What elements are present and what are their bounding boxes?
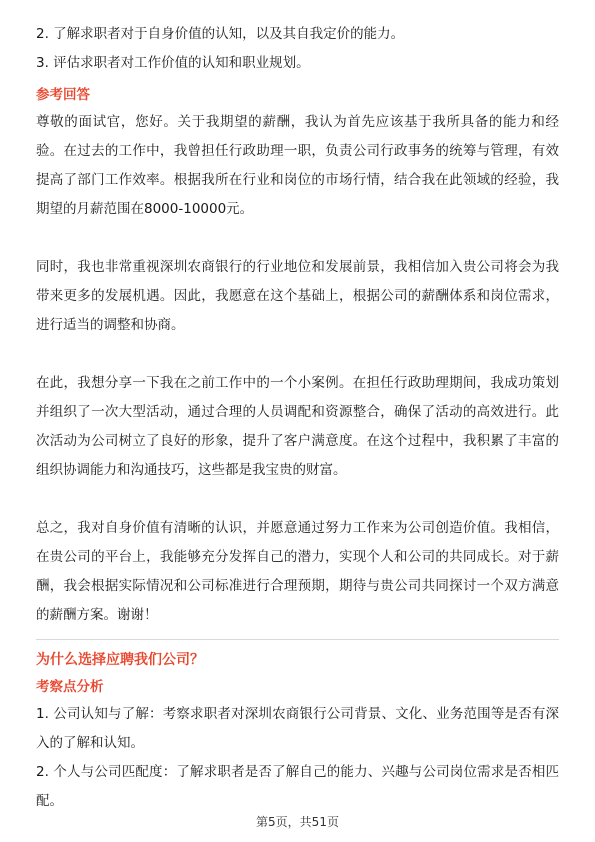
paragraph-gap [36, 340, 559, 369]
section-divider [36, 639, 559, 640]
paragraph-gap [36, 485, 559, 514]
answer-paragraph: 同时，我也非常重视深圳农商银行的行业地位和发展前景，我相信加入贵公司将会为我带来更多的发展机遇。因此，我愿意在这个基础上，根据公司的薪酬体系和岗位需求，进行适当的调整和协商。 [36, 259, 559, 333]
list-item: 2. 个人与公司匹配度：了解求职者是否了解自己的能力、兴趣与公司岗位需求是否相匹配。 [36, 764, 559, 809]
list-item: 3. 评估求职者对工作价值的认知和职业规划。 [36, 55, 310, 71]
analysis-heading: 考察点分析 [36, 679, 104, 695]
answer-heading: 参考回答 [36, 87, 90, 103]
list-item: 1. 公司认知与了解：考察求职者对深圳农商银行公司背景、文化、业务范围等是否有深入的了解和认知。 [36, 706, 559, 751]
page-number: 第5页，共51页 [256, 815, 339, 829]
document-page [36, 20, 559, 816]
answer-paragraph: 尊敬的面试官，您好。关于我期望的薪酬，我认为首先应该基于我所具备的能力和经验。在过去的工作中，我曾担任行政助理一职，负责公司行政事务的统筹与管理，有效提高了部门工作效率。根据我所在行业和岗位的市场行情，结合我在此领域的经验，我期望的月薪范围在8000-10000元。 [36, 114, 559, 217]
question-heading: 为什么选择应聘我们公司？ [36, 652, 204, 668]
answer-paragraph: 在此，我想分享一下我在之前工作中的一个小案例。在担任行政助理期间，我成功策划并组织了一次大型活动，通过合理的人员调配和资源整合，确保了活动的高效进行。此次活动为公司树立了良好的形象，提升了客户满意度。在这个过程中，我积累了丰富的组织协调能力和沟通技巧，这些都是我宝贵的财富。 [36, 375, 559, 478]
answer-paragraph: 总之，我对自身价值有清晰的认识，并愿意通过努力工作来为公司创造价值。我相信，在贵公司的平台上，我能够充分发挥自己的潜力，实现个人和公司的共同成长。对于薪酬，我会根据实际情况和公司标准进行合理预期，期待与贵公司共同探讨一个双方满意的薪酬方案。谢谢！ [36, 520, 559, 623]
list-item: 2. 了解求职者对于自身价值的认知，以及其自我定价的能力。 [36, 26, 405, 42]
paragraph-gap [36, 224, 559, 253]
